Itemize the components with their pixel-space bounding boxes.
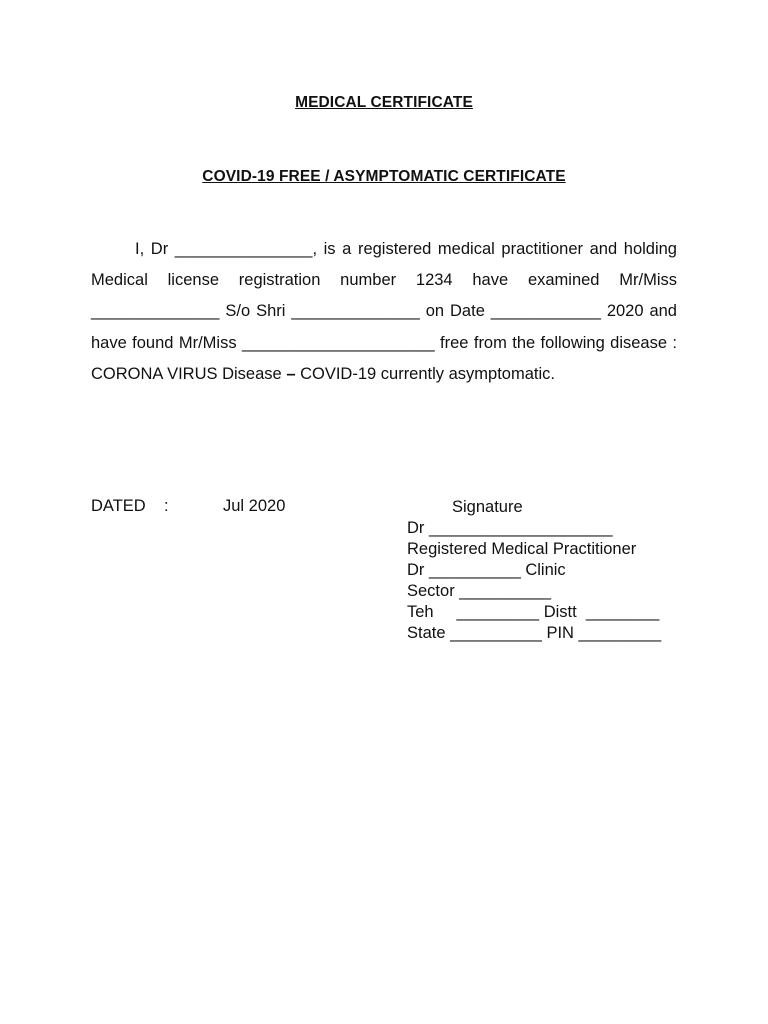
sector-line: Sector __________ <box>407 582 552 600</box>
certificate-body <box>91 234 677 390</box>
doctor-name-line: Dr ____________________ <box>407 519 613 537</box>
state-pin-line: State __________ PIN _________ <box>407 624 662 642</box>
teh-distt-line: Teh _________ Distt ________ <box>407 603 660 621</box>
dated-value: Jul 2020 <box>223 497 286 515</box>
body-text-part1: I, Dr _______________, is a registered medical practitioner and holding Medical license registration number 1234 have examined Mr/Miss ______________ S/o Shri ______________ on Date ____________ 2020 and have found Mr/Miss _____________________ free from the following disease : CORONA VIRUS Disease <box>91 240 677 383</box>
body-text-part2: COVID-19 currently asymptomatic. <box>295 364 555 383</box>
document-title: MEDICAL CERTIFICATE <box>295 94 473 111</box>
designation-line: Registered Medical Practitioner <box>407 540 637 558</box>
clinic-line: Dr __________ Clinic <box>407 561 566 579</box>
body-dash: – <box>286 364 296 383</box>
signature-label: Signature <box>452 498 523 516</box>
document-subtitle: COVID-19 FREE / ASYMPTOMATIC CERTIFICATE <box>202 168 566 185</box>
dated-colon: : <box>164 497 169 515</box>
dated-label: DATED <box>91 497 146 515</box>
signature-block <box>407 497 661 644</box>
